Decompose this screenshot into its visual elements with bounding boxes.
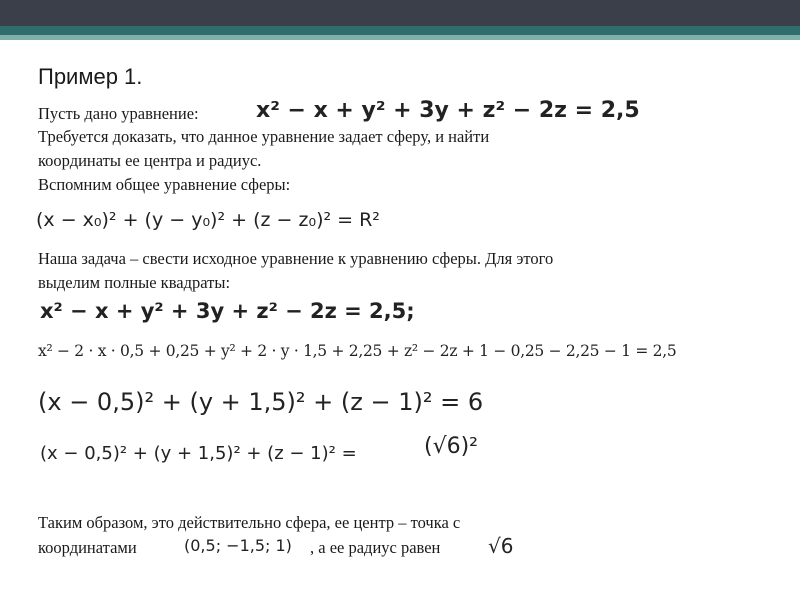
slide-title: Пример 1. <box>38 64 143 89</box>
task-line-2: координаты ее центра и радиус. <box>38 151 262 170</box>
sphere-radius: √6 <box>488 534 514 558</box>
goal-line-1: Наша задача – свести исходное уравнение к уравнению сферы. Для этого <box>38 249 554 268</box>
given-equation: x² − x + y² + 3y + z² − 2z = 2,5 <box>256 98 640 123</box>
radius-prefix: , а ее радиус равен <box>310 538 441 557</box>
recall-line: Вспомним общее уравнение сферы: <box>38 175 291 194</box>
conclusion-line-1: Таким образом, это действительно сфера, ее центр – точка с <box>38 513 461 532</box>
sphere-center: (0,5; −1,5; 1) <box>184 536 292 555</box>
step-4-equation-right: (√6)² <box>424 434 479 459</box>
step-2-equation: x² − 2 · x · 0,5 + 0,25 + y² + 2 · y · 1,5 + 2,25 + z² − 2z + 1 − 0,25 − 2,25 − 1 = 2,5 <box>38 342 677 360</box>
task-line-1: Требуется доказать, что данное уравнение задает сферу, и найти <box>38 127 490 146</box>
sphere-general-equation: (x − x₀)² + (y − y₀)² + (z − z₀)² = R² <box>36 209 380 231</box>
goal-line-2: выделим полные квадраты: <box>38 273 231 292</box>
step-3-equation: (x − 0,5)² + (y + 1,5)² + (z − 1)² = 6 <box>38 388 484 416</box>
conclusion-prefix: координатами <box>38 538 137 557</box>
given-prefix: Пусть дано уравнение: <box>38 104 199 123</box>
step-4-equation-left: (x − 0,5)² + (y + 1,5)² + (z − 1)² = <box>40 443 357 464</box>
slide-top-bar <box>0 0 800 26</box>
slide-accent-stripe <box>0 26 800 40</box>
step-1-equation: x² − x + y² + 3y + z² − 2z = 2,5; <box>40 299 415 323</box>
